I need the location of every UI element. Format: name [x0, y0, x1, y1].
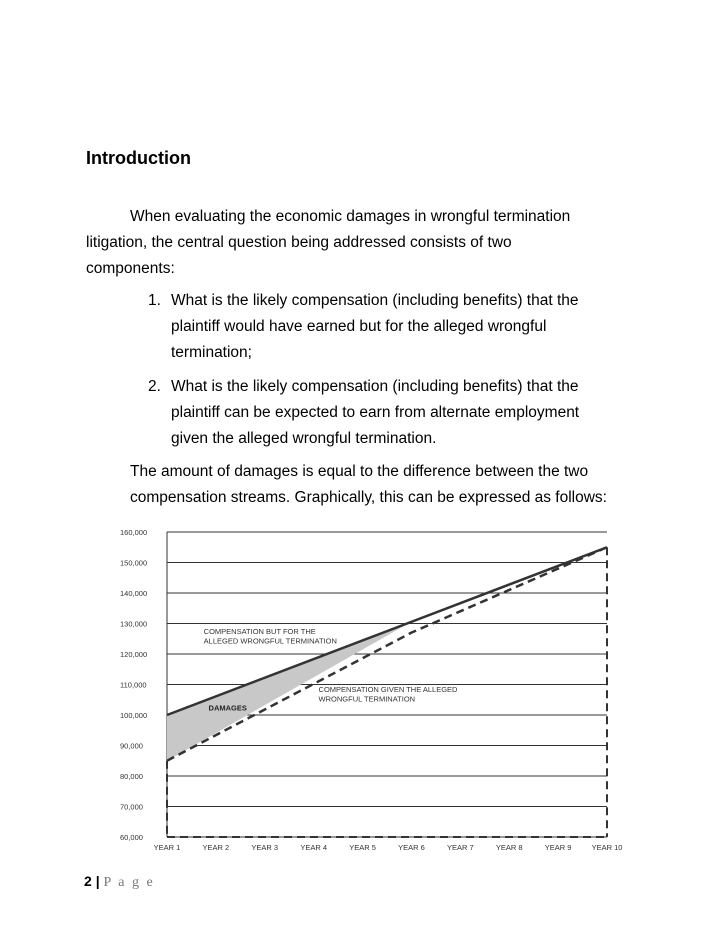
x-tick-label: YEAR 10 — [591, 843, 623, 852]
page-title: Introduction — [86, 148, 191, 168]
y-tick-label: 100,000 — [120, 711, 148, 720]
list-item-line-3: termination; — [171, 344, 252, 361]
label-given-line-1: COMPENSATION GIVEN THE ALLEGED — [318, 685, 458, 695]
list-item-line-2: plaintiff would have earned but for the alleged wrongful — [171, 318, 547, 335]
intro-line-3: components: — [86, 260, 175, 277]
label-but-for-line-1: COMPENSATION BUT FOR THE — [203, 627, 316, 637]
list-item-line-2: plaintiff can be expected to earn from alternate employment — [171, 404, 580, 421]
x-tick-label: YEAR 5 — [349, 843, 376, 852]
y-tick-label: 70,000 — [120, 802, 143, 812]
x-tick-label: YEAR 6 — [398, 843, 425, 852]
page-footer — [84, 873, 155, 891]
y-tick-label: 140,000 — [120, 589, 148, 598]
page-word: P a g e — [103, 875, 155, 890]
y-tick-label: 130,000 — [120, 619, 148, 629]
x-tick-label: YEAR 4 — [300, 843, 328, 852]
x-tick-label: YEAR 3 — [251, 843, 279, 852]
label-but-for-line-2: ALLEGED WRONGFUL TERMINATION — [203, 636, 337, 646]
intro-paragraph — [86, 204, 686, 282]
x-tick-label: YEAR 2 — [202, 843, 230, 852]
list-item — [148, 288, 648, 366]
page-number: 2 — [84, 873, 92, 889]
intro-line-1: When evaluating the economic damages in wrongful termination — [130, 208, 571, 225]
y-axis-labels — [120, 528, 147, 842]
summary-line-1: The amount of damages is equal to the difference between the two — [130, 463, 589, 480]
x-axis-labels — [154, 843, 623, 852]
y-tick-label: 120,000 — [120, 650, 148, 659]
y-tick-label: 110,000 — [120, 680, 147, 690]
summary-paragraph — [130, 459, 690, 511]
y-tick-label: 90,000 — [120, 741, 143, 751]
label-given-line-2: WRONGFUL TERMINATION — [318, 694, 416, 704]
intro-line-2: litigation, the central question being addressed consists of two — [86, 234, 512, 251]
list-item — [148, 374, 648, 452]
page-separator: | — [95, 873, 100, 889]
list-item-line-1: What is the likely compensation (including benefits) that the — [171, 292, 579, 309]
y-tick-label: 160,000 — [120, 528, 148, 537]
label-damages: DAMAGES — [208, 703, 247, 713]
x-tick-label: YEAR 8 — [495, 843, 523, 852]
y-tick-label: 80,000 — [120, 772, 143, 781]
x-tick-label: YEAR 1 — [153, 843, 181, 852]
list-number: 1. — [148, 292, 161, 309]
list-item-line-1: What is the likely compensation (including benefits) that the — [171, 378, 579, 395]
list-number: 2. — [148, 378, 161, 395]
damages-chart — [110, 520, 630, 860]
x-tick-label: YEAR 7 — [446, 843, 474, 852]
summary-line-2: compensation streams. Graphically, this can be expressed as follows: — [130, 489, 607, 506]
y-tick-label: 150,000 — [120, 558, 148, 568]
list-item-line-3: given the alleged wrongful termination. — [171, 430, 437, 447]
x-tick-label: YEAR 9 — [544, 843, 572, 852]
y-tick-label: 60,000 — [120, 833, 143, 842]
